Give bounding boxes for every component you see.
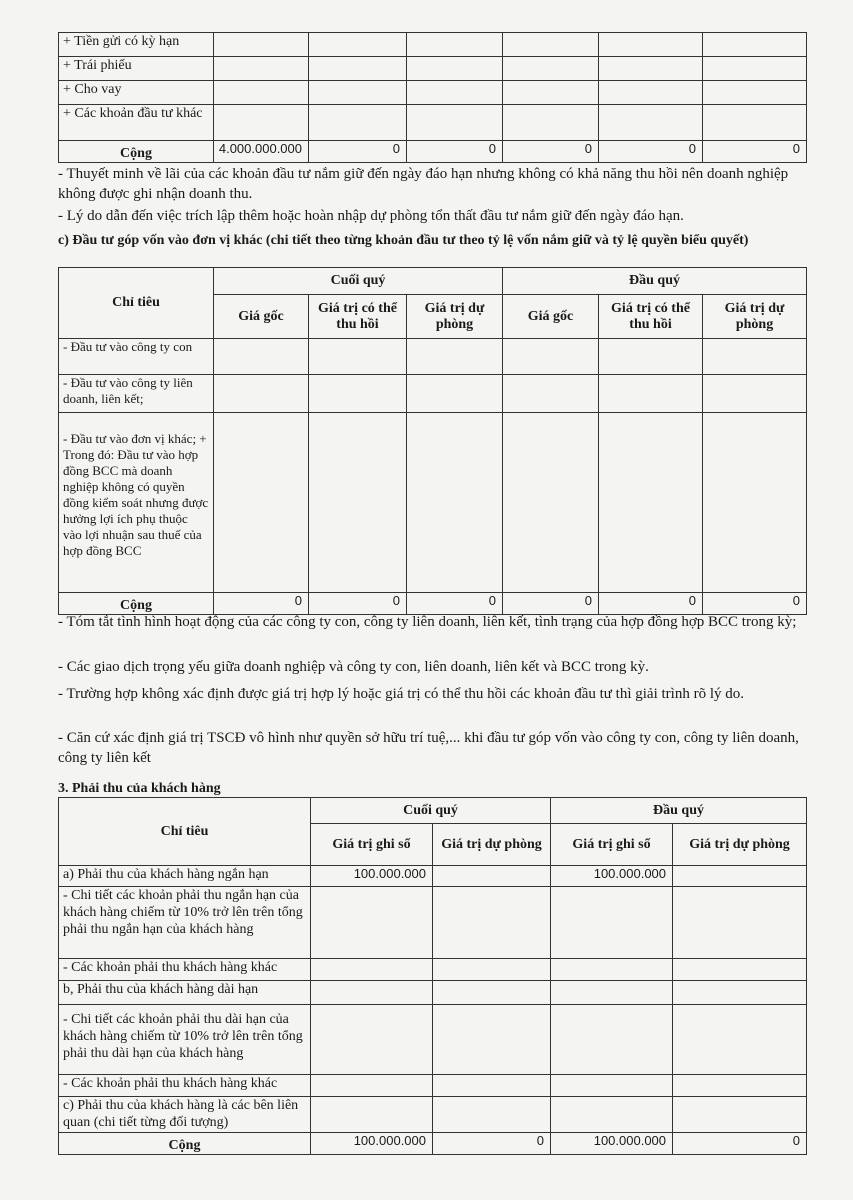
cell-value <box>433 887 551 959</box>
col-cost: Giá gốc <box>503 295 599 339</box>
row-label: + Cho vay <box>59 81 214 105</box>
col-provision: Giá trị dự phòng <box>433 824 551 866</box>
total-value: 0 <box>503 141 599 163</box>
cell-value <box>551 981 673 1005</box>
cell-value <box>673 1075 807 1097</box>
row-label: - Các khoản phải thu khách hàng khác <box>59 959 311 981</box>
col-provision: Giá trị dự phòng <box>407 295 503 339</box>
cell-value <box>311 1005 433 1075</box>
total-value: 0 <box>673 1133 807 1155</box>
held-to-maturity-table <box>58 32 807 163</box>
cell-value <box>311 1075 433 1097</box>
total-value: 0 <box>407 141 503 163</box>
cell-value <box>311 887 433 959</box>
total-value: 0 <box>703 141 807 163</box>
table-row <box>59 959 807 981</box>
col-book-value: Giá trị ghi sổ <box>551 824 673 866</box>
cell-value <box>551 1075 673 1097</box>
col-recoverable: Giá trị có thể thu hồi <box>309 295 407 339</box>
col-indicator: Chỉ tiêu <box>59 798 311 866</box>
cell-value <box>551 959 673 981</box>
table-row <box>59 57 807 81</box>
total-value: 0 <box>599 141 703 163</box>
col-recoverable: Giá trị có thể thu hồi <box>599 295 703 339</box>
table-row <box>59 33 807 57</box>
note-paragraph: - Trường hợp không xác định được giá trị hợp lý hoặc giá trị có thể thu hồi các khoản đầu tư thì giải trình rõ lý do. <box>58 686 745 702</box>
group-start-of-quarter: Đầu quý <box>503 268 807 295</box>
note-paragraph: - Căn cứ xác định giá trị TSCĐ vô hình như quyền sở hữu trí tuệ,... khi đầu tư góp vốn vào công ty con, công ty liên doanh, công ty liên kết <box>58 730 799 766</box>
total-value: 0 <box>309 593 407 615</box>
row-label: b, Phải thu của khách hàng dài hạn <box>59 981 311 1005</box>
group-end-of-quarter: Cuối quý <box>214 268 503 295</box>
cell-value <box>311 959 433 981</box>
note-paragraph: - Các giao dịch trọng yếu giữa doanh nghiệp và công ty con, liên doanh, liên kết và BCC trong kỳ. <box>58 659 649 675</box>
note-paragraph: - Tóm tắt tình hình hoạt động của các công ty con, công ty liên doanh, liên kết, tình trạng của hợp đồng hợp BCC trong kỳ; <box>58 614 797 630</box>
total-value: 0 <box>599 593 703 615</box>
total-label: Cộng <box>59 593 214 615</box>
table-row <box>59 866 807 887</box>
cell-value <box>673 981 807 1005</box>
total-value: 0 <box>214 593 309 615</box>
row-label: + Tiền gửi có kỳ hạn <box>59 33 214 57</box>
row-label: a) Phải thu của khách hàng ngắn hạn <box>59 866 311 887</box>
col-book-value: Giá trị ghi sổ <box>311 824 433 866</box>
section-3-heading: 3. Phải thu của khách hàng <box>58 781 221 796</box>
table-row <box>59 339 807 375</box>
cell-value <box>551 1097 673 1133</box>
total-row <box>59 141 807 163</box>
col-indicator: Chỉ tiêu <box>59 268 214 339</box>
cell-value <box>551 887 673 959</box>
row-label: - Đầu tư vào công ty liên doanh, liên kết; <box>59 375 214 413</box>
col-cost: Giá gốc <box>214 295 309 339</box>
cell-value: 100.000.000 <box>311 866 433 887</box>
table-row <box>59 105 807 141</box>
table-row <box>59 981 807 1005</box>
section-c-heading: c) Đầu tư góp vốn vào đơn vị khác (chi tiết theo từng khoản đầu tư theo tỷ lệ vốn nắm giữ và tỷ lệ quyền biểu quyết) <box>58 233 749 248</box>
cell-value <box>551 1005 673 1075</box>
cell-value <box>311 981 433 1005</box>
cell-value <box>433 866 551 887</box>
total-value: 100.000.000 <box>551 1133 673 1155</box>
row-label: - Đầu tư vào đơn vị khác; + Trong đó: Đầu tư vào hợp đồng BCC mà doanh nghiệp không có quyền đồng kiểm soát nhưng được hưởng lợi ích phụ thuộc vào lợi nhuận sau thuế của hợp đồng BCC <box>59 413 214 593</box>
cell-value <box>433 1075 551 1097</box>
total-value: 0 <box>309 141 407 163</box>
table-row <box>59 1075 807 1097</box>
cell-value <box>433 981 551 1005</box>
row-label: - Chi tiết các khoản phải thu ngắn hạn của khách hàng chiếm từ 10% trở lên trên tổng phải thu ngắn hạn của khách hàng <box>59 887 311 959</box>
total-row <box>59 1133 807 1155</box>
col-provision: Giá trị dự phòng <box>673 824 807 866</box>
cell-value <box>433 1005 551 1075</box>
receivables-table <box>58 797 807 1155</box>
row-label: - Các khoản phải thu khách hàng khác <box>59 1075 311 1097</box>
investment-table <box>58 267 807 615</box>
row-label: + Các khoản đầu tư khác <box>59 105 214 141</box>
table-row <box>59 375 807 413</box>
group-end-of-quarter: Cuối quý <box>311 798 551 824</box>
total-value: 0 <box>703 593 807 615</box>
cell-value <box>311 1097 433 1133</box>
cell-value <box>673 887 807 959</box>
total-value: 4.000.000.000 <box>214 141 309 163</box>
row-label: + Trái phiếu <box>59 57 214 81</box>
cell-value <box>673 866 807 887</box>
note-paragraph: - Thuyết minh về lãi của các khoản đầu tư nắm giữ đến ngày đáo hạn nhưng không có khả năng thu hồi nên doanh nghiệp không được ghi nhận doanh thu. <box>58 166 789 202</box>
row-label: - Đầu tư vào công ty con <box>59 339 214 375</box>
row-label: - Chi tiết các khoản phải thu dài hạn của khách hàng chiếm từ 10% trở lên trên tổng phải thu dài hạn của khách hàng <box>59 1005 311 1075</box>
cell-value <box>673 1005 807 1075</box>
total-label: Cộng <box>59 141 214 163</box>
group-start-of-quarter: Đầu quý <box>551 798 807 824</box>
total-label: Cộng <box>59 1133 311 1155</box>
table-row <box>59 1097 807 1133</box>
total-value: 0 <box>503 593 599 615</box>
table-row <box>59 887 807 959</box>
row-label: c) Phải thu của khách hàng là các bên liên quan (chi tiết từng đối tượng) <box>59 1097 311 1133</box>
total-value: 0 <box>433 1133 551 1155</box>
col-provision: Giá trị dự phòng <box>703 295 807 339</box>
total-value: 100.000.000 <box>311 1133 433 1155</box>
note-paragraph: - Lý do dẫn đến việc trích lập thêm hoặc hoàn nhập dự phòng tổn thất đầu tư nắm giữ đến ngày đáo hạn. <box>58 208 684 224</box>
table-row <box>59 81 807 105</box>
cell-value <box>673 1097 807 1133</box>
cell-value: 100.000.000 <box>551 866 673 887</box>
cell-value <box>673 959 807 981</box>
total-value: 0 <box>407 593 503 615</box>
cell-value <box>433 959 551 981</box>
table-row <box>59 413 807 593</box>
cell-value <box>433 1097 551 1133</box>
table-row <box>59 1005 807 1075</box>
